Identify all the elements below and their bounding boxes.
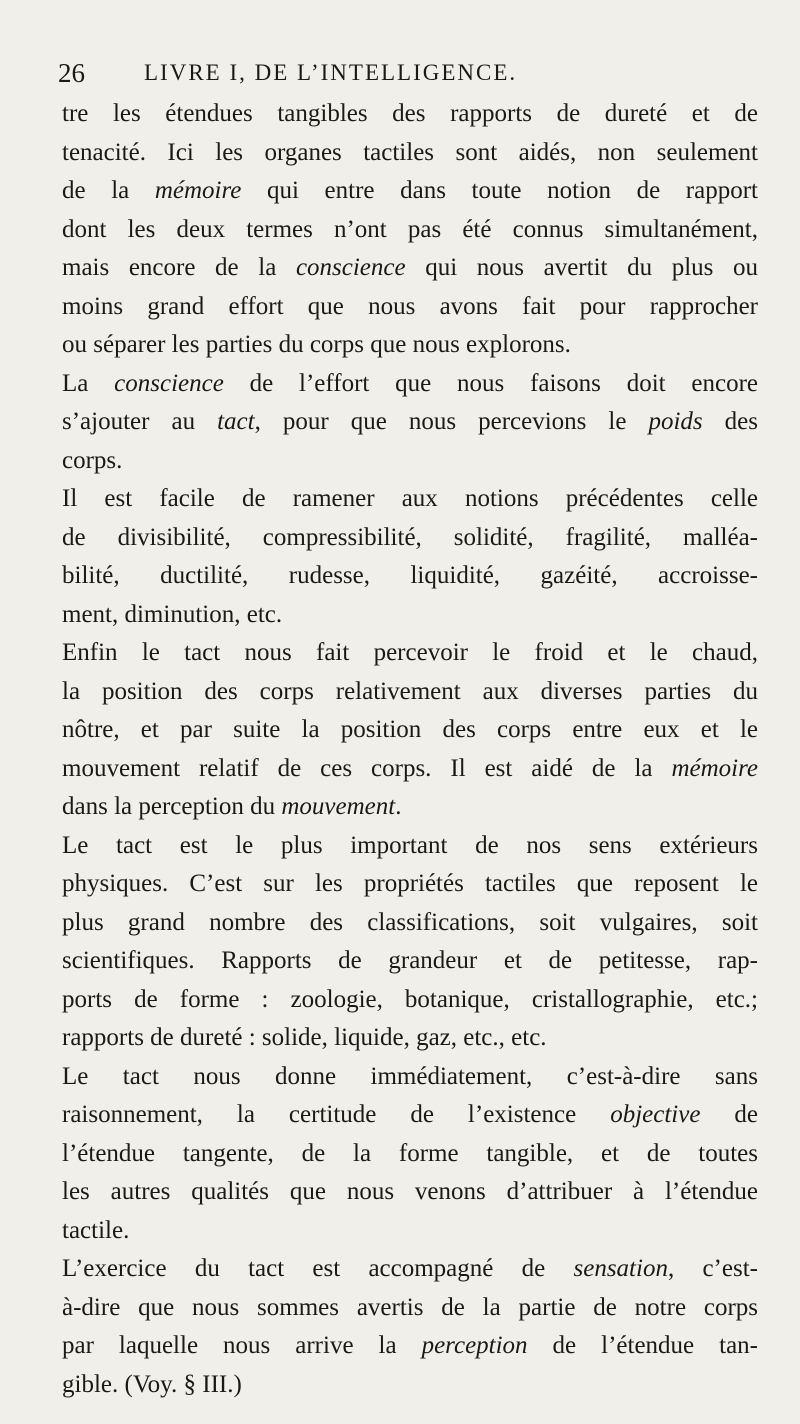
text-segment: scientifiques. Rapports de grandeur et de petitesse, rap-: [62, 947, 758, 974]
italic-term: mémoire: [154, 177, 242, 204]
italic-term: mémoire: [671, 754, 758, 782]
text-segment: physiques. C’est sur les propriétés tactiles que reposent le: [62, 870, 758, 897]
text-line: [62, 95, 758, 134]
text-segment: raisonnement, la certitude de l’existence: [62, 1101, 611, 1128]
text-line: [62, 442, 758, 481]
text-line: [62, 865, 758, 904]
text-line: [62, 750, 758, 789]
text-segment: ports de forme : zoologie, botanique, cristallographie, etc.;: [62, 985, 758, 1013]
text-segment: qui nous avertit du plus ou: [405, 254, 758, 281]
text-line: [62, 1327, 758, 1366]
text-segment: , c’est-: [667, 1255, 758, 1282]
text-segment: de l’effort que nous faisons doit encore: [223, 369, 758, 397]
text-line: [62, 634, 758, 673]
text-segment: l’étendue tangente, de la forme tangible, et de toutes: [62, 1139, 758, 1167]
text-segment: dans la perception du: [62, 793, 282, 820]
text-line: [62, 1212, 758, 1251]
text-line: [62, 942, 758, 981]
italic-term: tact: [217, 408, 255, 435]
running-head: [58, 58, 758, 98]
text-line: [62, 1135, 758, 1174]
text-line: [62, 480, 758, 519]
text-segment: s’ajouter au: [62, 408, 218, 435]
text-line: [62, 711, 758, 750]
text-line: [62, 1173, 758, 1212]
text-line: [62, 326, 758, 365]
text-line: [62, 403, 758, 442]
italic-term: conscience: [114, 369, 224, 397]
text-segment: tenacité. Ici les organes tactiles sont aidés, non seulement: [62, 138, 758, 166]
text-line: [62, 981, 758, 1020]
text-segment: les autres qualités que nous venons d’attribuer à l’étendue: [62, 1178, 758, 1205]
text-segment: Le tact est le plus important de nos sens extérieurs: [62, 831, 758, 859]
text-segment: de: [700, 1101, 758, 1128]
text-segment: à-dire que nous sommes avertis de la partie de notre corps: [62, 1293, 758, 1321]
italic-term: poids: [648, 408, 703, 435]
text-segment: Enfin le tact nous fait percevoir le froid et le chaud,: [62, 639, 758, 666]
text-line: [62, 1366, 758, 1405]
text-line: [62, 249, 758, 288]
text-line: [62, 1289, 758, 1328]
text-line: [62, 1250, 758, 1289]
text-line: [62, 596, 758, 635]
text-line: [62, 134, 758, 173]
text-segment: ment, diminution, etc.: [62, 600, 283, 628]
italic-term: mouvement: [281, 793, 396, 820]
text-segment: la position des corps relativement aux diverses parties du: [62, 677, 758, 705]
text-segment: gible. (Voy. § III.): [62, 1370, 242, 1398]
text-line: [62, 1096, 758, 1135]
text-line: [62, 673, 758, 712]
text-segment: des: [702, 408, 759, 435]
page-number: 26: [58, 58, 85, 88]
text-line: [62, 172, 758, 211]
text-line: [62, 1019, 758, 1058]
text-line: [62, 557, 758, 596]
text-line: [62, 904, 758, 943]
text-segment: mais encore de la: [62, 254, 296, 281]
text-segment: corps.: [62, 446, 123, 474]
text-segment: .: [395, 793, 402, 820]
text-segment: La: [62, 369, 115, 397]
text-segment: Il est facile de ramener aux notions précédentes celle: [62, 485, 758, 512]
text-segment: tactile.: [62, 1216, 130, 1244]
body-text: [62, 95, 758, 1404]
text-segment: Le tact nous donne immédiatement, c’est-à-dire sans: [62, 1062, 758, 1090]
italic-term: sensation: [573, 1255, 668, 1282]
text-segment: de divisibilité, compressibilité, solidité, fragilité, malléa-: [62, 523, 758, 551]
text-segment: de l’étendue tan-: [527, 1332, 759, 1359]
text-segment: qui entre dans toute notion de rapport: [241, 177, 759, 204]
text-line: [62, 211, 758, 250]
text-segment: plus grand nombre des classifications, soit vulgaires, soit: [62, 908, 758, 936]
text-segment: mouvement relatif de ces corps. Il est aidé de la: [62, 754, 672, 782]
text-segment: moins grand effort que nous avons fait pour rapprocher: [62, 292, 758, 320]
text-line: [62, 365, 758, 404]
text-line: [62, 1058, 758, 1097]
text-line: [62, 288, 758, 327]
text-segment: rapports de dureté : solide, liquide, gaz, etc., etc.: [62, 1024, 547, 1051]
text-line: [62, 827, 758, 866]
italic-term: objective: [610, 1101, 701, 1128]
italic-term: perception: [421, 1332, 528, 1359]
text-segment: L’exercice du tact est accompagné de: [62, 1255, 574, 1282]
text-segment: ou séparer les parties du corps que nous explorons.: [62, 331, 571, 358]
text-segment: tre les étendues tangibles des rapports de dureté et de: [62, 100, 758, 127]
text-segment: bilité, ductilité, rudesse, liquidité, gazéité, accroisse-: [62, 562, 758, 589]
text-segment: par laquelle nous arrive la: [62, 1332, 422, 1359]
text-line: [62, 788, 758, 827]
text-line: [62, 519, 758, 558]
italic-term: conscience: [295, 254, 406, 281]
text-segment: dont les deux termes n’ont pas été connus simultanément,: [62, 215, 758, 243]
text-segment: nôtre, et par suite la position des corps entre eux et le: [62, 716, 758, 743]
text-segment: de la: [62, 177, 155, 204]
text-segment: , pour que nous percevions le: [254, 408, 649, 435]
running-title: LIVRE I, DE L’INTELLIGENCE.: [144, 60, 518, 85]
